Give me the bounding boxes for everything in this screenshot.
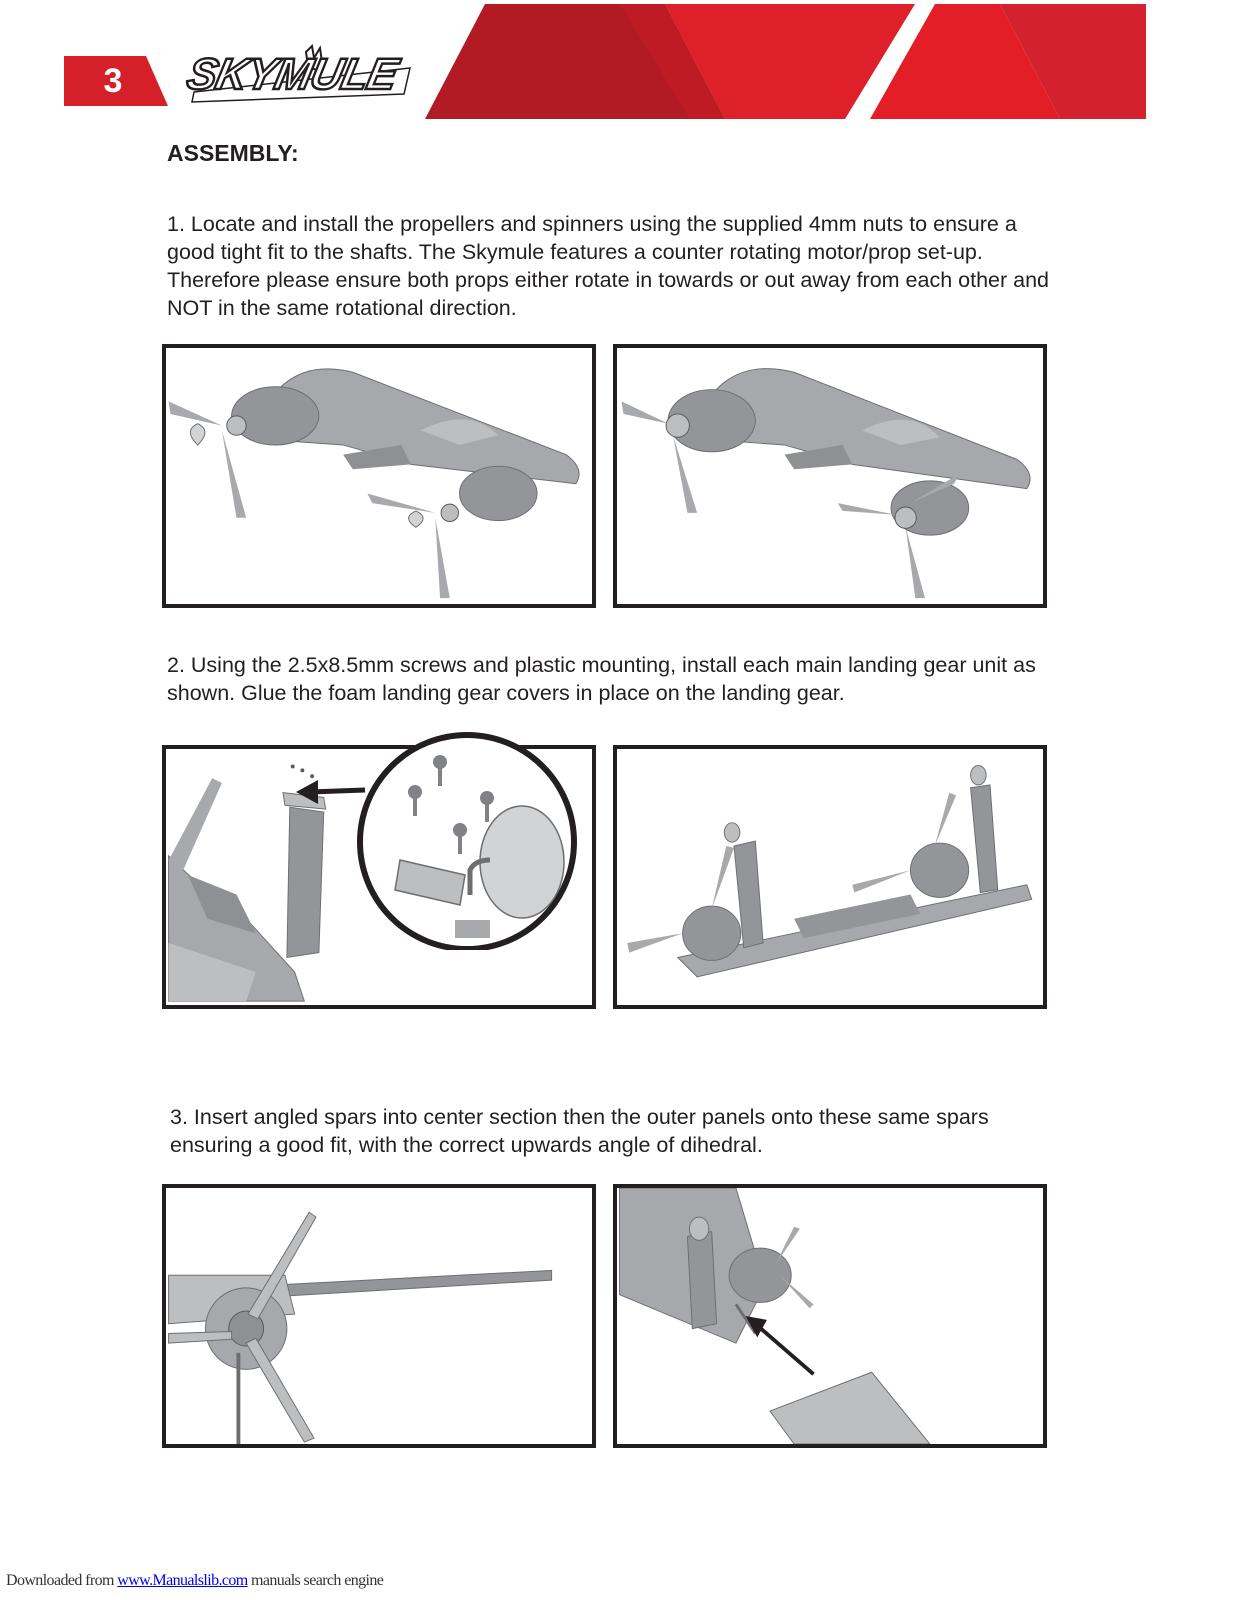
step-2-text: 2. Using the 2.5x8.5mm screws and plastic mounting, install each main landing gear unit as shown. Glue the foam landing gear covers in place on the landing gear. xyxy=(167,653,1036,705)
zoom-detail-callout xyxy=(290,720,590,950)
step-3-image-left xyxy=(162,1184,596,1448)
section-heading: ASSEMBLY: xyxy=(167,140,299,166)
footer xyxy=(6,1572,383,1590)
step-1-image-left xyxy=(162,344,596,608)
step-1-text: 1. Locate and install the propellers and spinners using the supplied 4mm nuts to ensure a good tight fit to the shafts. The Skymule features a counter rotating motor/prop set-up. Therefore please ensure both props either rotate in towards or out away from each other and NOT in the same rotational direction. xyxy=(167,212,1050,320)
wing-propellers-exploded-illustration xyxy=(166,348,592,604)
footer-prefix: Downloaded from xyxy=(6,1572,118,1589)
wing-propellers-installed-illustration xyxy=(617,348,1043,604)
step-2-image-right xyxy=(613,745,1047,1009)
wing-spar-closeup-illustration xyxy=(166,1188,592,1444)
header-banner xyxy=(0,0,1237,125)
manualslib-link[interactable]: www.Manualslib.com xyxy=(117,1572,248,1589)
step-3-text: 3. Insert angled spars into center section then the outer panels onto these same spars ensuring a good fit, with the correct upwards angle of dihedral. xyxy=(170,1105,989,1157)
logo-text: SKYMULE xyxy=(182,50,402,99)
outer-panel-insertion-illustration xyxy=(617,1188,1043,1444)
step-1-image-right xyxy=(613,344,1047,608)
footer-suffix: manuals search engine xyxy=(247,1572,384,1589)
step-3-image-right xyxy=(613,1184,1047,1448)
page-number: 3 xyxy=(103,62,123,100)
skymule-logo xyxy=(182,44,418,112)
landing-gear-installed-illustration xyxy=(617,749,1043,1005)
